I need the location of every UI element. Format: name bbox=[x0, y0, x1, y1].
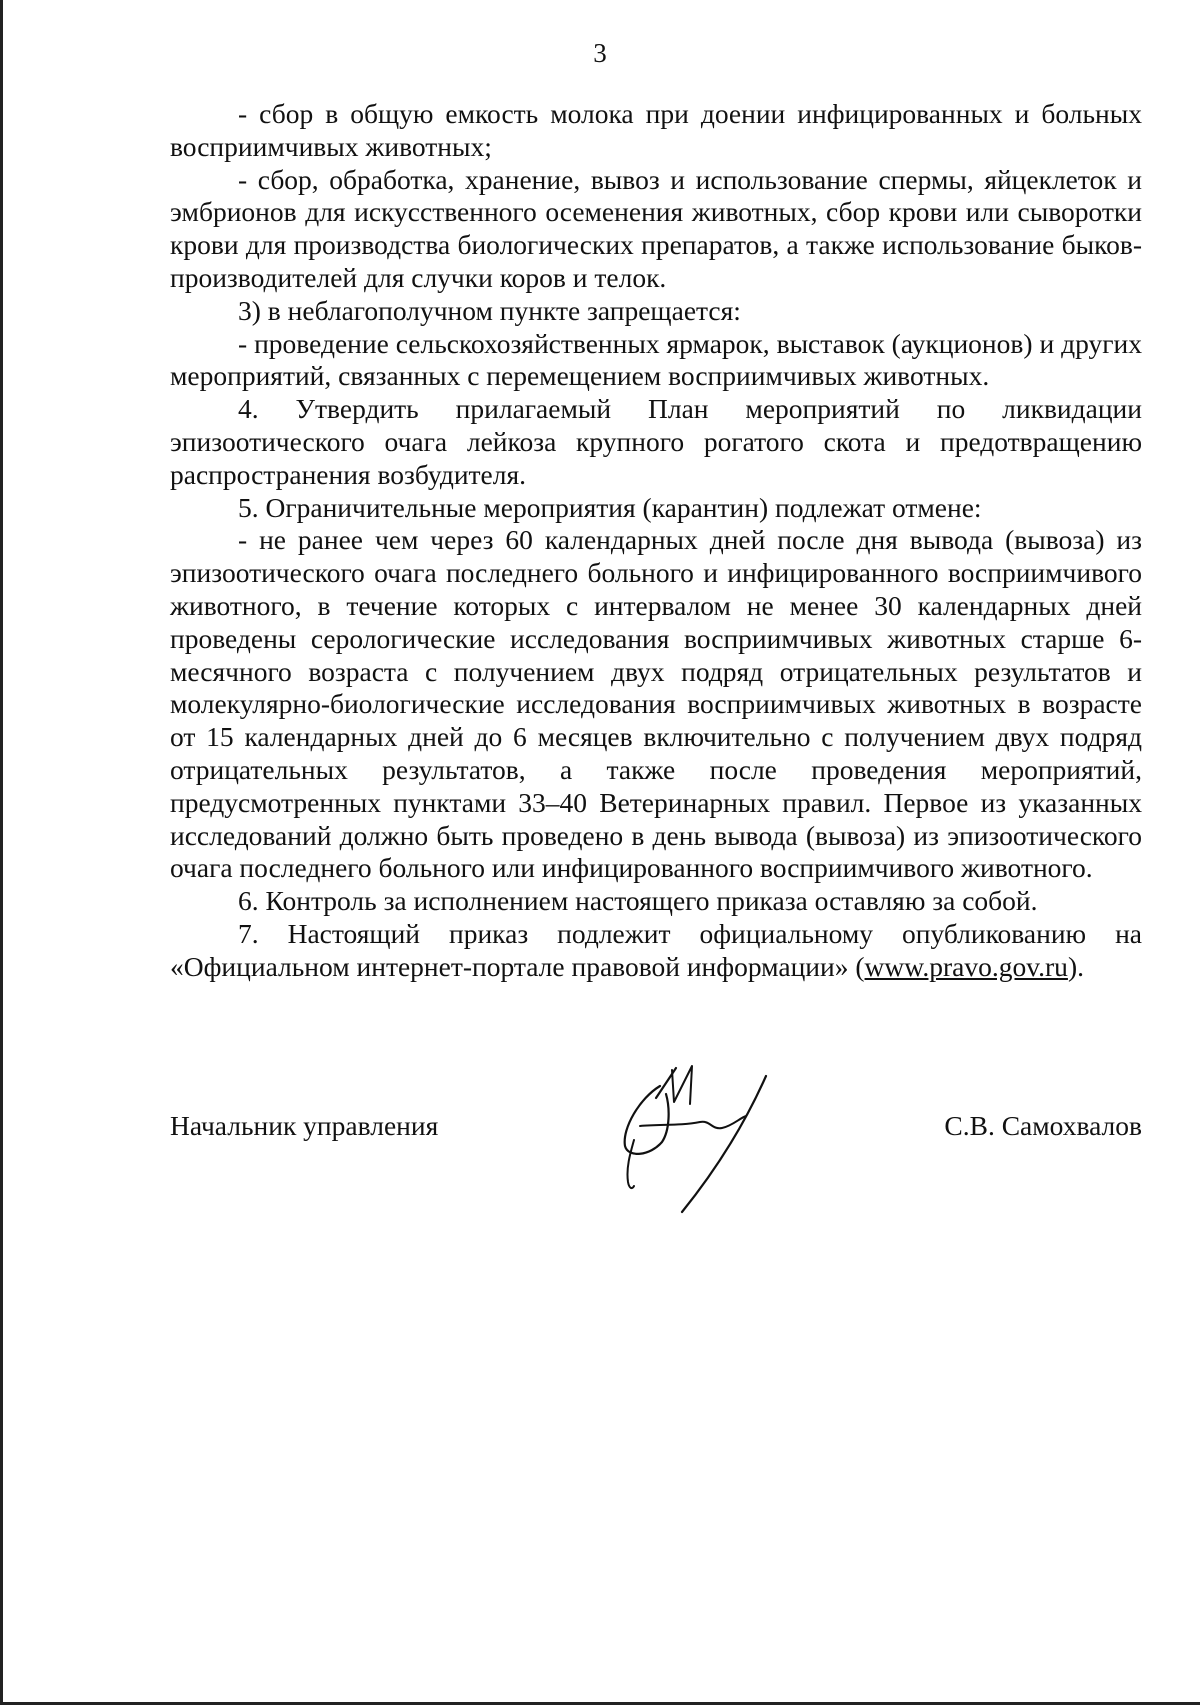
paragraph-item-6-control: 6. Контроль за исполнением настоящего приказа оставляю за собой. bbox=[238, 885, 1038, 917]
paragraph-item-4-plan: 4. Утвердить прилагаемый План мероприятий по ликвидации эпизоотического очага лейкоза крупного рогатого скота и предотвращению распространения возбудителя. bbox=[170, 393, 1142, 490]
paragraph-fairs-exhibitions: - проведение сельскохозяйственных ярмарок, выставок (аукционов) и других мероприятий, связанных с перемещением восприимчивых животных. bbox=[170, 327, 1142, 392]
signature-block bbox=[170, 1100, 1142, 1260]
page-number: 3 bbox=[593, 38, 607, 68]
document-body bbox=[170, 98, 1142, 984]
paragraph-item-7-publication bbox=[170, 918, 1142, 984]
signatory-position: Начальник управления bbox=[170, 1110, 439, 1141]
paragraph-milk-collection: - сбор в общую емкость молока при доении инфицированных и больных восприимчивых животных; bbox=[170, 98, 1142, 162]
paragraph-sperm-embryos: - сбор, обработка, хранение, вывоз и использование спермы, яйцеклеток и эмбрионов для искусственного осеменения животных, сбор крови или сыворотки крови для производства биологических препаратов, а также использование быков-производителей для случки коров и телок. bbox=[170, 163, 1142, 293]
handwritten-signature bbox=[600, 1058, 790, 1228]
signatory-name: С.В. Самохвалов bbox=[944, 1110, 1142, 1141]
scan-edge-left bbox=[0, 0, 3, 1705]
paragraph-quarantine-conditions: - не ранее чем через 60 календарных дней после дня вывода (вывоза) из эпизоотического очага последнего больного и инфицированного восприимчивого животного, в течение которых с интервалом не менее 30 календарных дней проведены серологические исследования восприимчивых животных старше 6-месячного возраста с получением двух подряд отрицательных результатов и молекулярно-биологические исследования восприимчивых животных в возрасте от 15 календарных дней до 6 месяцев включительно с получением двух подряд отрицательных результатов, а также после проведения мероприятий, предусмотренных пунктами 33–40 Ветеринарных правил. Первое из указанных исследований должно быть проведено в день вывода (вывоза) из эпизоотического очага последнего больного или инфицированного восприимчивого животного. bbox=[170, 524, 1142, 884]
pravo-gov-link[interactable]: www.pravo.gov.ru bbox=[864, 950, 1068, 982]
publication-text-end: ). bbox=[1067, 950, 1084, 982]
publication-text: 7. Настоящий приказ подлежит официальному опубликованию на «Официальном интернет-портале правовой информации» ( bbox=[170, 917, 1142, 982]
paragraph-prohibited-intro: 3) в неблагополучном пункте запрещается: bbox=[238, 294, 741, 326]
paragraph-item-5-quarantine: 5. Ограничительные мероприятия (карантин) подлежат отмене: bbox=[238, 491, 982, 523]
